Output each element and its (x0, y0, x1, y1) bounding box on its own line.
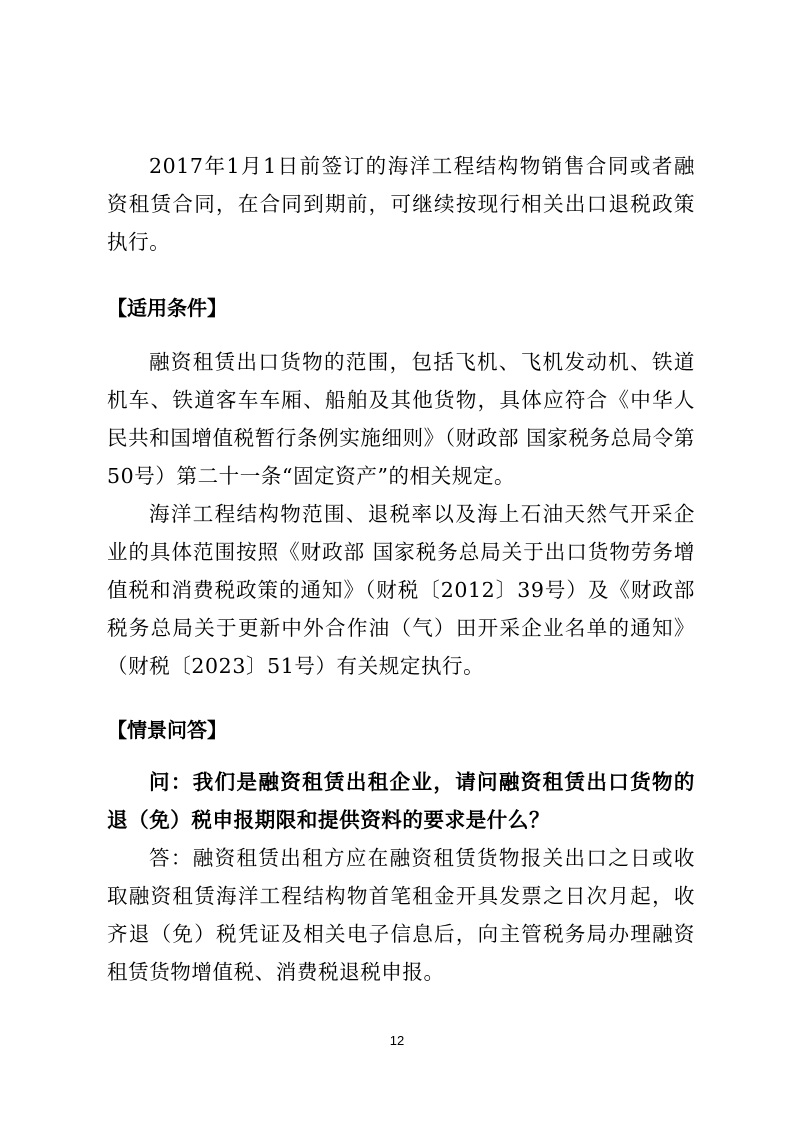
answer-paragraph: 答：融资租赁出租方应在融资租赁货物报关出口之日或收取融资租赁海洋工程结构物首笔租金开具发票之日次月起，收齐退（免）税凭证及相关电子信息后，向主管税务局办理融资租赁货物增值税、消费税退税申报。 (107, 846, 695, 984)
qa-heading: 【情景问答】 (107, 718, 227, 742)
conditions-paragraph-1: 融资租赁出口货物的范围，包括飞机、飞机发动机、铁道机车、铁道客车车厢、船舶及其他货物，具体应符合《中华人民共和国增值税暂行条例实施细则》（财政部 国家税务总局令第50号）第二十一条“固定资产”的相关规定。 (107, 350, 695, 488)
conditions-heading: 【适用条件】 (107, 296, 227, 320)
intro-paragraph: 2017年1月1日前签订的海洋工程结构物销售合同或者融资租赁合同，在合同到期前，可继续按现行相关出口退税政策执行。 (107, 154, 695, 254)
page-number: 12 (389, 1033, 405, 1048)
conditions-paragraph-2: 海洋工程结构物范围、退税率以及海上石油天然气开采企业的具体范围按照《财政部 国家税务总局关于出口货物劳务增值税和消费税政策的通知》（财税〔2012〕39号）及《财政部 税务总局关于更新中外合作油（气）田开采企业名单的通知》（财税〔2023〕51号）有关规定执行。 (107, 502, 695, 678)
question-paragraph: 问：我们是融资租赁出租企业，请问融资租赁出口货物的退（免）税申报期限和提供资料的要求是什么？ (107, 770, 695, 832)
